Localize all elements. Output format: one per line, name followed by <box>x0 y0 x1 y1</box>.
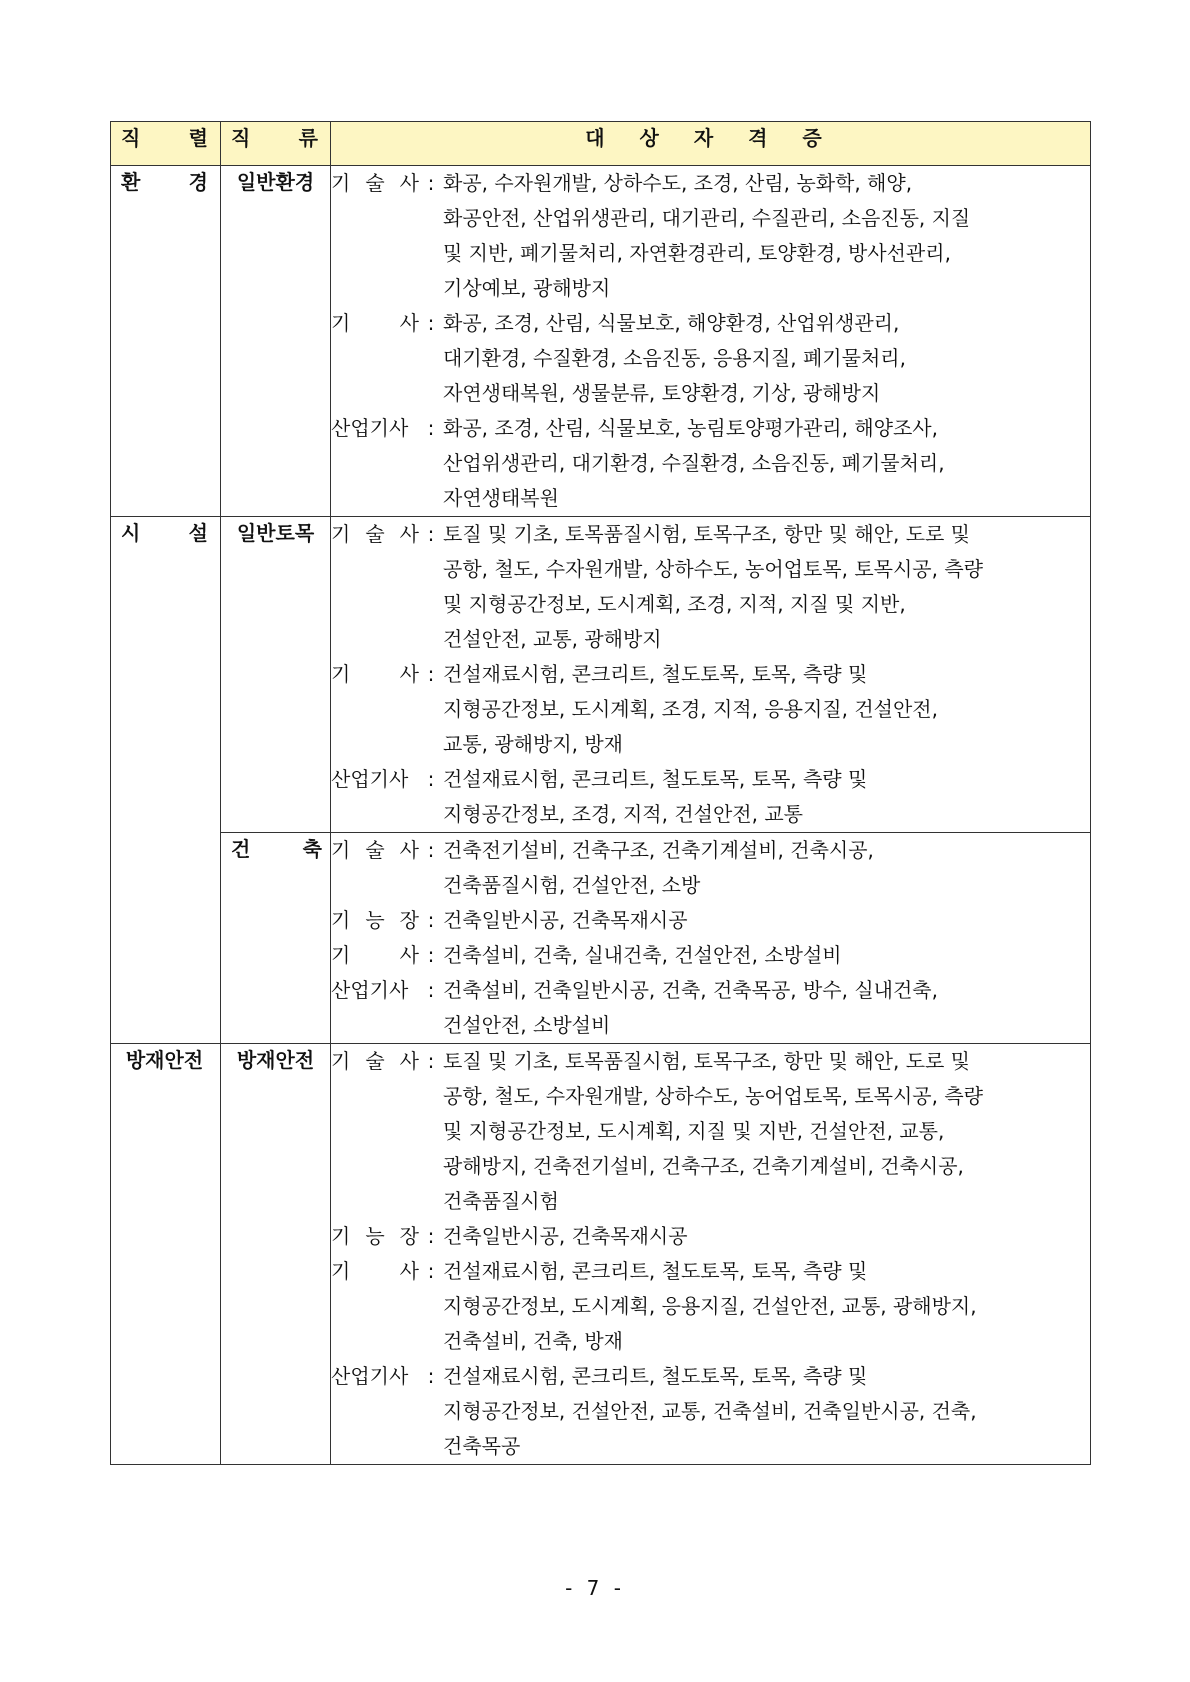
qualification-line: 건설재료시험, 콘크리트, 철도토목, 토목, 측량 및 <box>443 1364 868 1388</box>
level-label: 산업기사 <box>331 767 409 791</box>
qualification-line: 건설안전, 교통, 광해방지 <box>443 627 662 651</box>
colon-separator: : <box>427 908 435 932</box>
qualification-entry <box>331 1254 1090 1359</box>
level-label: 기 사 <box>331 943 419 967</box>
jikryeol-label: 환 <box>121 170 141 194</box>
jikryeol-cell <box>111 166 221 517</box>
qualification-table <box>110 121 1091 1465</box>
qualification-entry <box>331 903 1090 938</box>
header-jikryu: 직 류 <box>221 122 331 166</box>
qualification-line: 및 지반, 폐기물처리, 자연환경관리, 토양환경, 방사선관리, <box>443 241 951 265</box>
qualification-line: 산업위생관리, 대기환경, 수질환경, 소음진동, 폐기물처리, <box>443 451 945 475</box>
table-body <box>111 166 1091 1465</box>
colon-separator: : <box>427 416 435 440</box>
qualification-lines <box>443 762 1090 832</box>
qualification-line: 건축품질시험, 건설안전, 소방 <box>443 873 701 897</box>
qualification-entry <box>331 1219 1090 1254</box>
qualification-entry <box>331 938 1090 973</box>
qualification-line: 건축전기설비, 건축구조, 건축기계설비, 건축시공, <box>443 838 874 862</box>
level-label: 기 술 사 <box>331 1049 419 1073</box>
colon-separator: : <box>427 767 435 791</box>
colon-separator: : <box>427 311 435 335</box>
qualification-line: 대기환경, 수질환경, 소음진동, 응용지질, 폐기물처리, <box>443 346 906 370</box>
level-label: 기 술 사 <box>331 171 419 195</box>
qualification-line: 토질 및 기초, 토목품질시험, 토목구조, 항만 및 해안, 도로 및 <box>443 1049 971 1073</box>
qualification-line: 공항, 철도, 수자원개발, 상하수도, 농어업토목, 토목시공, 측량 <box>443 557 983 581</box>
qualification-entry <box>331 411 1090 516</box>
qualification-lines <box>443 306 1090 411</box>
qualification-line: 지형공간정보, 도시계획, 조경, 지적, 응용지질, 건설안전, <box>443 697 938 721</box>
qualification-line: 화공, 조경, 산림, 식물보호, 농림토양평가관리, 해양조사, <box>443 416 938 440</box>
table-row <box>111 1044 1091 1465</box>
qualification-lines <box>443 411 1090 516</box>
level-label: 기 사 <box>331 311 419 335</box>
jikryeol-cell <box>111 517 221 1044</box>
jikryu-cell <box>221 517 331 833</box>
qualification-lines <box>443 1359 1090 1464</box>
qualification-line: 지형공간정보, 건설안전, 교통, 건축설비, 건축일반시공, 건축, <box>443 1399 977 1423</box>
colon-separator: : <box>427 1049 435 1073</box>
qualification-line: 화공, 조경, 산림, 식물보호, 해양환경, 산업위생관리, <box>443 311 900 335</box>
qualification-line: 자연생태복원, 생물분류, 토양환경, 기상, 광해방지 <box>443 381 881 405</box>
qualification-lines <box>443 938 1090 973</box>
jikryu-label: 일반환경 <box>236 170 315 194</box>
colon-separator: : <box>427 1364 435 1388</box>
qualification-line: 건설재료시험, 콘크리트, 철도토목, 토목, 측량 및 <box>443 1259 868 1283</box>
qualification-line: 광해방지, 건축전기설비, 건축구조, 건축기계설비, 건축시공, <box>443 1154 964 1178</box>
colon-separator: : <box>427 522 435 546</box>
level-label: 산업기사 <box>331 1364 409 1388</box>
qualification-entry <box>331 1044 1090 1219</box>
qualification-line: 자연생태복원 <box>443 486 559 510</box>
qualification-line: 및 지형공간정보, 도시계획, 조경, 지적, 지질 및 지반, <box>443 592 906 616</box>
table-row <box>111 166 1091 517</box>
qualification-line: 건설재료시험, 콘크리트, 철도토목, 토목, 측량 및 <box>443 767 868 791</box>
colon-separator: : <box>427 662 435 686</box>
qualification-line: 건축설비, 건축, 실내건축, 건설안전, 소방설비 <box>443 943 842 967</box>
qualification-lines <box>443 1044 1090 1219</box>
qualification-entry <box>331 306 1090 411</box>
jikryu-label: 방재안전 <box>236 1048 315 1072</box>
qualification-lines <box>443 973 1090 1043</box>
jikryeol-label: 설 <box>188 521 208 545</box>
qualification-line: 건축일반시공, 건축목재시공 <box>443 1224 688 1248</box>
jikryu-cell <box>221 166 331 517</box>
qualification-line: 건축일반시공, 건축목재시공 <box>443 908 688 932</box>
level-label: 기 능 장 <box>331 908 419 932</box>
qualification-line: 및 지형공간정보, 도시계획, 지질 및 지반, 건설안전, 교통, <box>443 1119 945 1143</box>
qualification-line: 건설재료시험, 콘크리트, 철도토목, 토목, 측량 및 <box>443 662 868 686</box>
level-label: 기 술 사 <box>331 838 419 862</box>
table-row <box>111 833 1091 1044</box>
qualification-line: 토질 및 기초, 토목품질시험, 토목구조, 항만 및 해안, 도로 및 <box>443 522 971 546</box>
qualification-line: 기상예보, 광해방지 <box>443 276 611 300</box>
header-row <box>111 122 1091 166</box>
colon-separator: : <box>427 838 435 862</box>
jikryu-label: 건 축 <box>231 837 322 861</box>
qualification-line: 화공, 수자원개발, 상하수도, 조경, 산림, 농화학, 해양, <box>443 171 913 195</box>
table-row <box>111 517 1091 833</box>
qualification-list-cell <box>331 166 1091 517</box>
qualification-lines <box>443 1254 1090 1359</box>
qualification-entry <box>331 973 1090 1043</box>
jikryu-label: 일반토목 <box>236 521 315 545</box>
qualification-lines <box>443 517 1090 657</box>
qualification-line: 지형공간정보, 조경, 지적, 건설안전, 교통 <box>443 802 803 826</box>
qualification-entry <box>331 1359 1090 1464</box>
qualification-line: 지형공간정보, 도시계획, 응용지질, 건설안전, 교통, 광해방지, <box>443 1294 977 1318</box>
jikryu-cell <box>221 1044 331 1465</box>
qualification-lines <box>443 903 1090 938</box>
page-number: - 7 - <box>565 1576 625 1600</box>
colon-separator: : <box>427 1259 435 1283</box>
qualification-line: 공항, 철도, 수자원개발, 상하수도, 농어업토목, 토목시공, 측량 <box>443 1084 983 1108</box>
qualification-line: 건축설비, 건축일반시공, 건축, 건축목공, 방수, 실내건축, <box>443 978 938 1002</box>
qualification-entry <box>331 166 1090 306</box>
jikryu-cell <box>221 833 331 1044</box>
qualification-entry <box>331 833 1090 903</box>
jikryeol-label: 경 <box>188 170 208 194</box>
qualification-list-cell <box>331 1044 1091 1465</box>
qualification-line: 건축목공 <box>443 1434 521 1458</box>
level-label: 산업기사 <box>331 978 409 1002</box>
qualification-entry <box>331 517 1090 657</box>
jikryeol-label: 방재안전 <box>125 1048 204 1072</box>
qualification-entry <box>331 657 1090 762</box>
header-qualifications: 대 상 자 격 증 <box>331 122 1091 166</box>
colon-separator: : <box>427 171 435 195</box>
level-label: 기 술 사 <box>331 522 419 546</box>
qualification-line: 건설안전, 소방설비 <box>443 1013 611 1037</box>
colon-separator: : <box>427 978 435 1002</box>
colon-separator: : <box>427 1224 435 1248</box>
qualification-list-cell <box>331 517 1091 833</box>
qualification-entry <box>331 762 1090 832</box>
level-label: 기 사 <box>331 662 419 686</box>
qualification-lines <box>443 166 1090 306</box>
jikryeol-label: 시 <box>121 521 141 545</box>
jikryeol-cell <box>111 1044 221 1465</box>
level-label: 산업기사 <box>331 416 409 440</box>
qualification-lines <box>443 657 1090 762</box>
qualification-line: 건축설비, 건축, 방재 <box>443 1329 623 1353</box>
qualification-lines <box>443 833 1090 903</box>
header-jikryeol: 직 렬 <box>111 122 221 166</box>
level-label: 기 사 <box>331 1259 419 1283</box>
qualification-line: 건축품질시험 <box>443 1189 559 1213</box>
qualification-line: 화공안전, 산업위생관리, 대기관리, 수질관리, 소음진동, 지질 <box>443 206 971 230</box>
qualification-list-cell <box>331 833 1091 1044</box>
level-label: 기 능 장 <box>331 1224 419 1248</box>
qualification-lines <box>443 1219 1090 1254</box>
qualification-line: 교통, 광해방지, 방재 <box>443 732 623 756</box>
colon-separator: : <box>427 943 435 967</box>
